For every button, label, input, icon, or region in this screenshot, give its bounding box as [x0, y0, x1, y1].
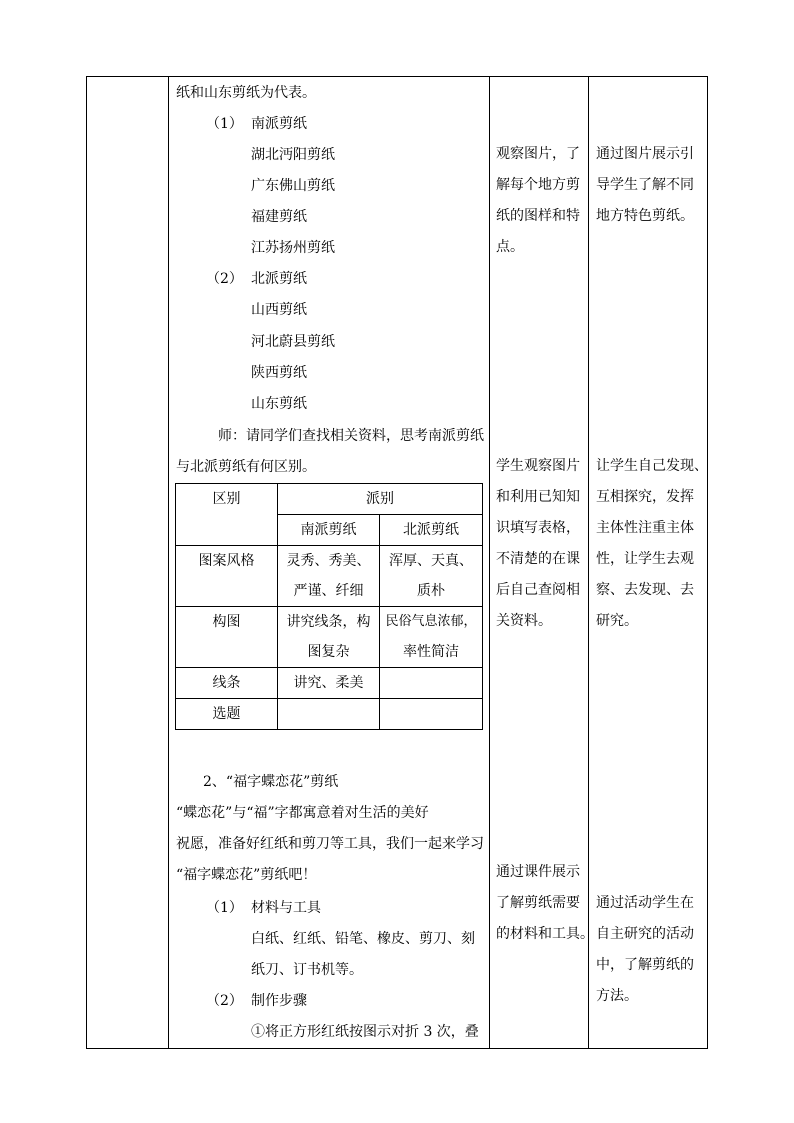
cell-south: [278, 699, 380, 730]
cell-north: [380, 668, 483, 699]
row-label: 选题: [176, 699, 278, 730]
cell-south: 灵秀、秀美、 严谨、纤细: [278, 546, 380, 607]
intro-tail: 纸和山东剪纸为代表。: [176, 85, 316, 101]
table-row: [176, 484, 483, 515]
south-item: 湖北沔阳剪纸: [251, 147, 335, 163]
north-title: 北派剪纸: [251, 271, 307, 287]
table-row: [176, 546, 483, 607]
table-row: [176, 607, 483, 668]
south-item: 福建剪纸: [251, 209, 307, 225]
section-2-title: 2、“福字蝶恋花”剪纸: [203, 774, 339, 790]
row-label: 线条: [176, 668, 278, 699]
south-item: 广东佛山剪纸: [251, 178, 335, 194]
student-activity-2: 学生观察图片 和利用已知知 识填写表格， 不清楚的在课 后自己查阅相 关资料。: [496, 458, 580, 629]
north-item: 山西剪纸: [251, 302, 307, 318]
design-intent-3: 通过活动学生在 自主研究的活动 中，了解剪纸的 方法。: [596, 895, 694, 1004]
table-row: [176, 668, 483, 699]
design-intent-2: 让学生自己发现、 互相探究，发挥 主体性注重主体 性，让学生去观 察、去发现、去 研究。: [596, 458, 708, 629]
design-intent-1: 通过图片展示引 导学生了解不同 地方特色剪纸。: [596, 146, 694, 224]
south-title: 南派剪纸: [251, 116, 307, 132]
north-item: 山东剪纸: [251, 396, 307, 412]
materials-title: 材料与工具: [251, 900, 321, 916]
cell-north: 民俗气息浓郁， 率性简洁: [380, 607, 483, 668]
cell-north: 浑厚、天真、 质朴: [380, 546, 483, 607]
step-1-text: ①将正方形红纸按图示对折 3 次，叠: [251, 1024, 479, 1040]
north-item: 河北蔚县剪纸: [251, 334, 335, 350]
student-activity-1: 观察图片，了 解每个地方剪 纸的图样和特 点。: [496, 146, 580, 255]
steps-title: 制作步骤: [251, 993, 307, 1009]
south-num: （1）: [206, 116, 243, 132]
column-divider-1: [168, 76, 169, 1049]
header-school: 派别: [278, 484, 483, 515]
teacher-line: 与北派剪纸有何区别。: [176, 459, 316, 475]
student-activity-3: 通过课件展示 了解剪纸需要 的材料和工具。: [496, 864, 594, 942]
cell-south: 讲究、柔美: [278, 668, 380, 699]
column-divider-2: [489, 76, 490, 1049]
section-2-text: “蝶恋花”与“福”字都寓意着对生活的美好: [176, 805, 429, 821]
section-2-text: “福字蝶恋花”剪纸吧！: [176, 867, 317, 883]
materials-num: （1）: [206, 900, 243, 916]
south-item: 江苏扬州剪纸: [251, 240, 335, 256]
comparison-table: [175, 483, 483, 730]
steps-num: （2）: [206, 993, 243, 1009]
table-row: [176, 699, 483, 730]
materials-text: 白纸、红纸、铅笔、橡皮、剪刀、刻: [251, 931, 475, 947]
row-label: 图案风格: [176, 546, 278, 607]
materials-text: 纸刀、订书机等。: [251, 962, 363, 978]
section-2-text: 祝愿，准备好红纸和剪刀等工具，我们一起来学习: [176, 836, 484, 852]
header-diff: 区别: [176, 484, 278, 546]
teacher-line: 师：请同学们查找相关资料，思考南派剪纸: [218, 428, 484, 444]
row-label: 构图: [176, 607, 278, 668]
north-num: （2）: [206, 271, 243, 287]
header-south: 南派剪纸: [278, 515, 380, 546]
header-north: 北派剪纸: [380, 515, 483, 546]
north-item: 陕西剪纸: [251, 365, 307, 381]
cell-south: 讲究线条，构 图复杂: [278, 607, 380, 668]
cell-north: [380, 699, 483, 730]
